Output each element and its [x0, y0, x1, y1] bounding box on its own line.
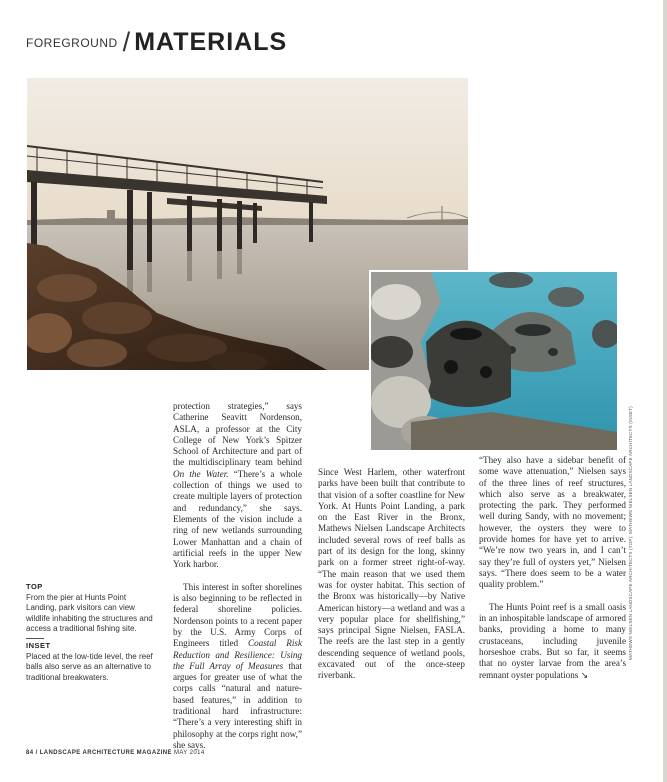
header-slash: /	[122, 27, 131, 57]
photo-credit: MATHEWS NIELSEN LANDSCAPE ARCHITECTS (TOP); MATHEWS NIELSEN LANDSCAPE ARCHITECTS (INSET)	[628, 406, 633, 660]
col1-paragraph-1: protection strategies,” says Catherine Seavitt Nordenson, ASLA, a professor at the City College of New York’s Spitzer School of Architecture and part of the multidisciplinary team behind On the Water. “There’s a whole collection of things we used to create multiple layers of protection and redundancy,” she says. Elements of the vision include a ring of new wetlands surrounding Lower Manhattan and a chain of artificial reefs in the upper New York harbor.	[173, 401, 302, 570]
continue-arrow-icon: ↘	[580, 669, 589, 680]
reef-balls-inset-photo	[369, 270, 619, 452]
page-edge	[663, 0, 667, 782]
page-title: MATERIALS	[134, 28, 288, 56]
section-label: FOREGROUND	[26, 36, 118, 50]
caption-inset-text: Placed at the low-tide level, the reef balls also serve as an alternative to traditional breakwaters.	[26, 651, 153, 682]
page-footer	[26, 750, 205, 756]
col2-paragraph-1: Since West Harlem, other waterfront parks have been built that contribute to that vision of a softer coastline for New York. At Hunts Point Landing, a park on the East River in the Bronx, Mathews Nielsen Landscape Architects included several rows of reef balls as part of its design for the long, skinny park on a former street right-of-way. “The main reason that we used them was for oyster habitat. This section of the Bronx was historically—by Native American history—a wetland and was a very popular place for shellfishing,” says principal Signe Nielsen, FASLA. The reefs are the last step in a gently descending sequence of wetland pools, excavated out of the once-steep riverbank.	[318, 467, 465, 681]
col1-paragraph-2: This interest in softer shorelines is also beginning to be reflected in federal shoreline policies. Nordenson points to a recent paper by the U.S. Army Corps of Engineers titled Coastal Risk Reduction and Resilience: Using the Full Array of Measures that argues for greater use of what the corps calls “natural and nature-based features,” in addition to traditional hard infrastructure: “There’s a very interesting shift in philosophy at the corps right now,” she says.	[173, 581, 303, 750]
issue-date: MAY 2014	[173, 750, 205, 756]
caption-inset-heading: INSET	[26, 640, 51, 650]
photo-caption	[26, 582, 154, 683]
magazine-name: / LANDSCAPE ARCHITECTURE MAGAZINE	[35, 750, 172, 756]
body-column-1	[173, 401, 302, 751]
caption-divider	[26, 638, 44, 639]
caption-top-text: From the pier at Hunts Point Landing, park visitors can view wildlife inhabiting the structures and access a traditional fishing site.	[26, 592, 153, 634]
reef-balls-illustration	[371, 272, 617, 450]
caption-top-heading: TOP	[26, 582, 43, 591]
page-number: 84	[26, 750, 34, 756]
col3-paragraph-2: The Hunts Point reef is a small oasis in an inhospitable landscape of armored banks, providing a home to many crustaceans, including juvenile horseshoe crabs. But so far, it seems that no oyster larvae from the area’s remnant oyster populations ↘	[479, 601, 626, 680]
body-column-3	[479, 455, 626, 681]
col3-paragraph-1: “They also have a sidebar benefit of some wave attenuation,” Nielsen says of the three lines of reef structures, which also serve as a breakwater, protecting the park. They performed well during Sandy, with no movement; however, the oysters they were to provide homes for have yet to arrive. “We’re now two years in, and I can’t say they’re full of oysters yet,” Nielsen says. “There does seem to be a water quality problem.”	[479, 455, 626, 590]
body-column-2	[318, 467, 465, 682]
page-header	[26, 26, 287, 56]
